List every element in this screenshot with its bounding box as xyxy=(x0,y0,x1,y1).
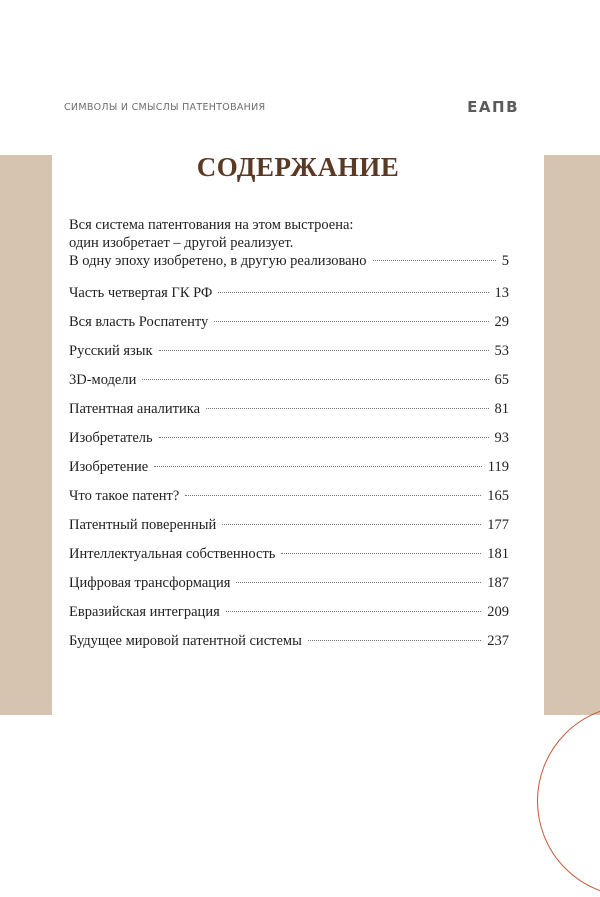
toc-entry-page: 165 xyxy=(487,488,509,504)
toc-entry-page: 5 xyxy=(501,253,509,269)
page-title: СОДЕРЖАНИЕ xyxy=(196,152,400,182)
toc-entry-label: Изобретатель xyxy=(69,430,153,446)
toc-entry-label: Часть четвертая ГК РФ xyxy=(69,285,213,301)
dot-leader xyxy=(185,495,481,496)
table-of-contents xyxy=(69,216,509,661)
dot-leader xyxy=(142,379,488,380)
toc-entry-label: 3D-модели xyxy=(69,372,137,388)
toc-entry-label: Евразийская интеграция xyxy=(69,604,220,620)
toc-entry xyxy=(69,313,509,331)
toc-entry-page: 237 xyxy=(487,633,509,649)
toc-entry xyxy=(69,603,509,621)
decorative-circle xyxy=(537,705,600,897)
toc-entry-page: 181 xyxy=(487,546,509,562)
toc-entry-label: Цифровая трансформация xyxy=(69,575,231,591)
toc-entry-intro xyxy=(69,216,509,270)
publisher-logo: ЕАПВ xyxy=(467,98,519,116)
toc-entry xyxy=(69,516,509,534)
dot-leader xyxy=(236,582,481,583)
dot-leader xyxy=(159,350,489,351)
toc-entry xyxy=(69,632,509,650)
dot-leader xyxy=(373,260,496,261)
toc-entry xyxy=(69,458,509,476)
toc-entry xyxy=(69,400,509,418)
dot-leader xyxy=(214,321,488,322)
toc-entry-label: Патентный поверенный xyxy=(69,517,217,533)
toc-entry-line: Вся система патентования на этом выстроена: xyxy=(69,217,354,233)
toc-entry-label: Патентная аналитика xyxy=(69,401,201,417)
toc-entry-page: 119 xyxy=(487,459,509,475)
dot-leader xyxy=(308,640,481,641)
toc-entry-page: 177 xyxy=(487,517,509,533)
toc-entry-label: Русский язык xyxy=(69,343,153,359)
dot-leader xyxy=(281,553,481,554)
toc-entry xyxy=(69,545,509,563)
toc-entry-line: один изобретает – другой реализует. xyxy=(69,235,294,251)
toc-entry-page: 29 xyxy=(494,314,509,330)
page-header xyxy=(64,98,519,118)
toc-entry-label: Вся власть Роспатенту xyxy=(69,314,209,330)
toc-entry-page: 65 xyxy=(494,372,509,388)
toc-entry-page: 81 xyxy=(494,401,509,417)
toc-entry xyxy=(69,429,509,447)
top-margin xyxy=(0,0,600,60)
toc-entry xyxy=(69,342,509,360)
toc-entry-last-line xyxy=(69,252,509,270)
toc-entry-page: 53 xyxy=(494,343,509,359)
toc-entry-label: Изобретение xyxy=(69,459,149,475)
toc-entry xyxy=(69,487,509,505)
toc-entry xyxy=(69,574,509,592)
toc-entry-page: 209 xyxy=(487,604,509,620)
dot-leader xyxy=(154,466,482,467)
toc-entry-label: Будущее мировой патентной системы xyxy=(69,633,302,649)
dot-leader xyxy=(206,408,488,409)
toc-entry-page: 93 xyxy=(494,430,509,446)
book-page xyxy=(52,60,544,750)
dot-leader xyxy=(218,292,488,293)
dot-leader xyxy=(222,524,481,525)
toc-entry-page: 13 xyxy=(494,285,509,301)
dot-leader xyxy=(226,611,482,612)
toc-entry-label: Интеллектуальная собственность xyxy=(69,546,276,562)
toc-entry-label: Что такое патент? xyxy=(69,488,180,504)
running-head: СИМВОЛЫ И СМЫСЛЫ ПАТЕНТОВАНИЯ xyxy=(64,102,266,113)
toc-entry-label: В одну эпоху изобретено, в другую реализовано xyxy=(69,253,367,269)
dot-leader xyxy=(159,437,489,438)
toc-entry xyxy=(69,371,509,389)
toc-entry-page: 187 xyxy=(487,575,509,591)
toc-entry xyxy=(69,284,509,302)
